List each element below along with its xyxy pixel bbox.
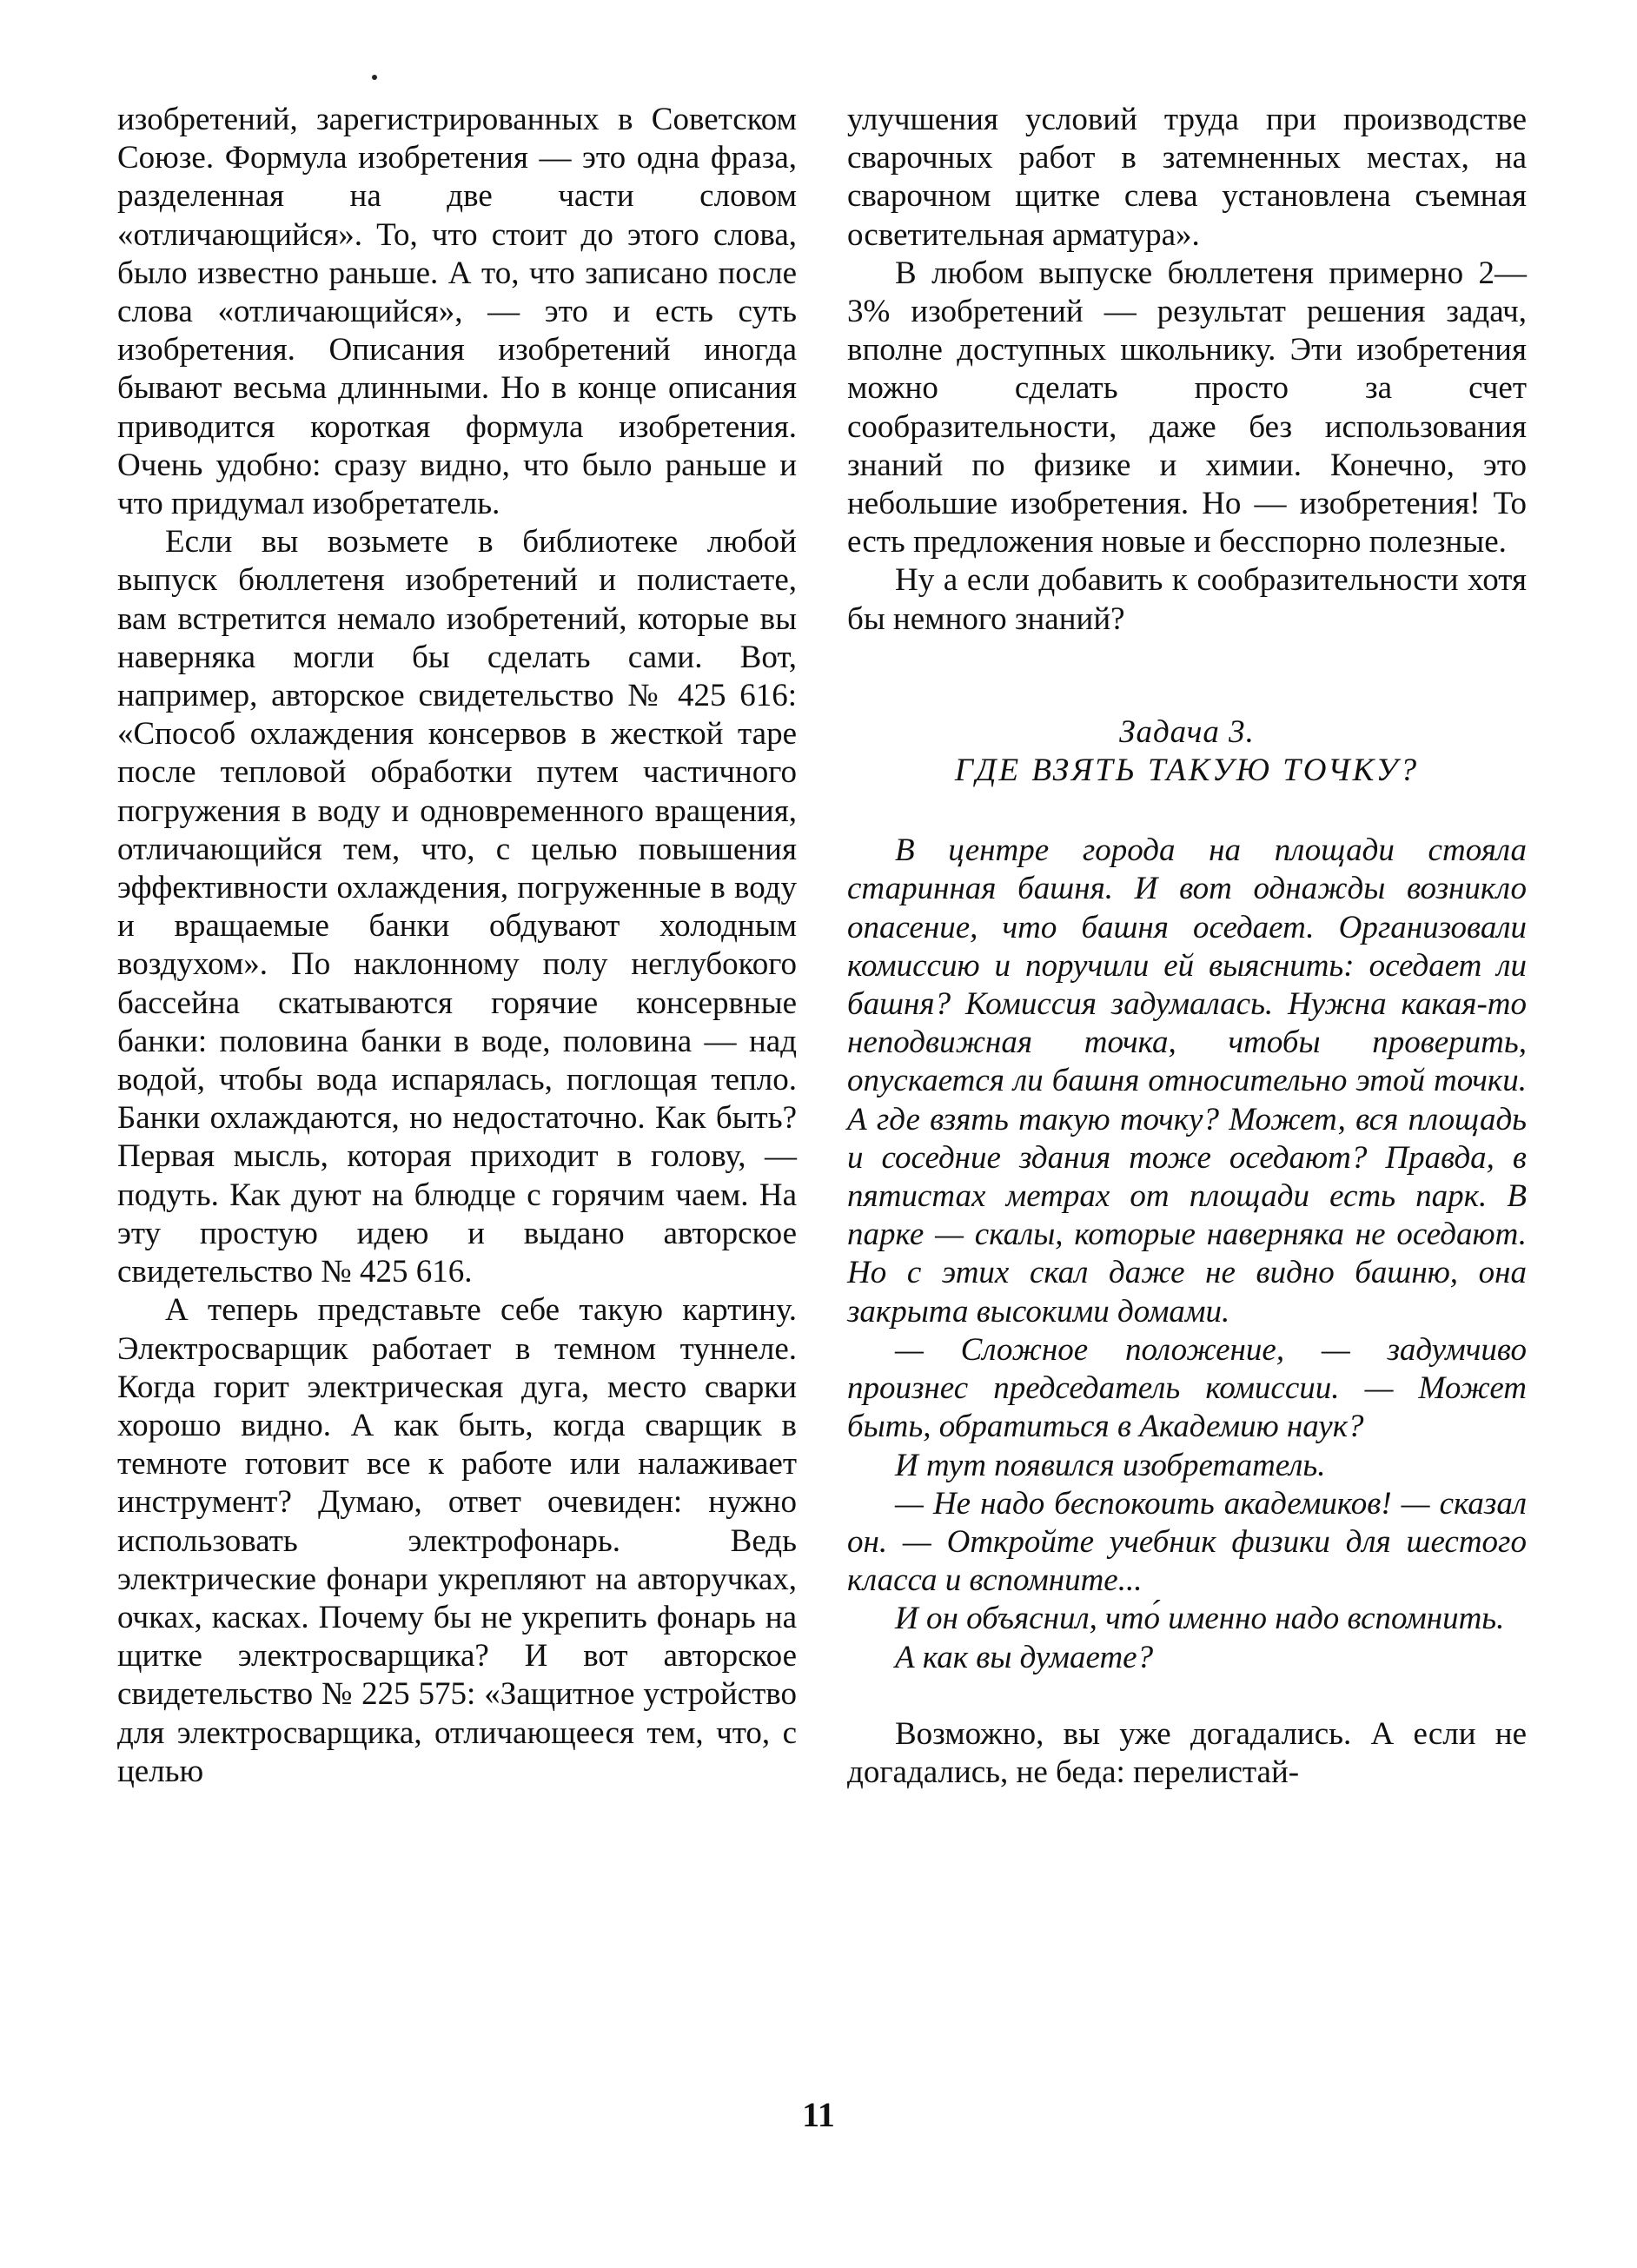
task-paragraph: — Сложное положение, — задумчиво произнес председатель комиссии. — Может быть, обратиться в Академию наук? xyxy=(847,1331,1527,1445)
paragraph: Если вы возьмете в библиотеке любой выпуск бюллетеня изобретений и полистаете, вам встретится немало изобретений, которые вы наверняка могли бы сделать сами. Вот, например, авторское свидетельство № 425 616: «Способ охлаждения консервов в жесткой таре после тепловой обработки путем частичного погружения в воду и одновременного вращения, отличающийся тем, что, с целью повышения эффективности охлаждения, погруженные в воду и вращаемые банки обдувают холодным воздухом». По наклонному полу неглубокого бассейна скатываются горячие консервные банки: половина банки в воде, половина — над водой, чтобы вода испарялась, поглощая тепло. Банки охлаждаются, но недостаточно. Как быть? Первая мысль, которая приходит в голову, — подуть. Как дуют на блюдце с горячим чаем. На эту простую идею и выдано авторское свидетельство № 425 616. xyxy=(117,524,797,1290)
task-title: ГДЕ ВЗЯТЬ ТАКУЮ ТОЧКУ? xyxy=(954,753,1420,789)
page-number: 11 xyxy=(802,2095,835,2134)
paragraph: Ну а если добавить к сообразительности хотя бы немного знаний? xyxy=(847,562,1527,637)
task-paragraph: В центре города на площади стояла старинная башня. И вот однажды возникло опасение, что башня оседает. Организовали комиссию и поручили ей выяснить: оседает ли башня? Комиссия задумалась. Нужна какая-то неподвижная точка, чтобы проверить, опускается ли башня относительно этой точки. А где взять такую точку? Может, вся площадь и соседние здания тоже оседают? Правда, в пятистах метрах от площади есть парк. В парке — скалы, которые наверняка не оседают. Но с этих скал даже не видно башню, она закрыта высокими домами. xyxy=(847,832,1527,1330)
paragraph: В любом выпуске бюллетеня примерно 2—3% изобретений — результат решения задач, вполне доступных школьнику. Эти изобретения можно сделать просто за счет сообразительности, даже без использования знаний по физике и химии. Конечно, это небольшие изобретения. Но — изобретения! То есть предложения новые и бесспорно полезные. xyxy=(847,255,1527,560)
paragraph: Возможно, вы уже догадались. А если не догадались, не беда: перелистай- xyxy=(847,1715,1527,1790)
task-paragraph: — Не надо беспокоить академиков! — сказал он. — Откройте учебник физики для шестого класса и вспомните... xyxy=(847,1485,1527,1599)
task-question: А как вы думаете? xyxy=(895,1639,1154,1675)
paragraph: улучшения условий труда при производстве сварочных работ в затемненных местах, на сварочном щитке слева установлена съемная осветительная арматура». xyxy=(847,102,1527,253)
task-paragraph: И тут появился изобретатель. xyxy=(895,1447,1326,1483)
task-paragraph: И он объяснил, что́ именно надо вспомнить. xyxy=(895,1601,1505,1637)
right-column xyxy=(847,101,1527,1792)
paragraph: изобретений, зарегистрированных в Советском Союзе. Формула изобретения — это одна фраза, разделенная на две части словом «отличающийся». То, что стоит до этого слова, было известно раньше. А то, что записано после слова «отличающийся», — это и есть суть изобретения. Описания изобретений иногда бывают весьма длинными. Но в конце описания приводится короткая формула изобретения. Очень удобно: сразу видно, что было раньше и что придумал изобретатель. xyxy=(117,102,797,522)
left-column xyxy=(117,101,797,1791)
task-number: Задача 3. xyxy=(1119,713,1255,750)
print-speck xyxy=(372,75,377,80)
paragraph: А теперь представьте себе такую картину. Электросварщик работает в темном туннеле. Когда горит электрическая дуга, место сварки хорошо видно. А как быть, когда сварщик в темноте готовит все к работе или налаживает инструмент? Думаю, ответ очевиден: нужно использовать электрофонарь. Ведь электрические фонари укрепляют на авторучках, очках, касках. Почему бы не укрепить фонарь на щитке электросварщика? И вот авторское свидетельство № 225 575: «Защитное устройство для электросварщика, отличающееся тем, что, с целью xyxy=(117,1292,797,1789)
